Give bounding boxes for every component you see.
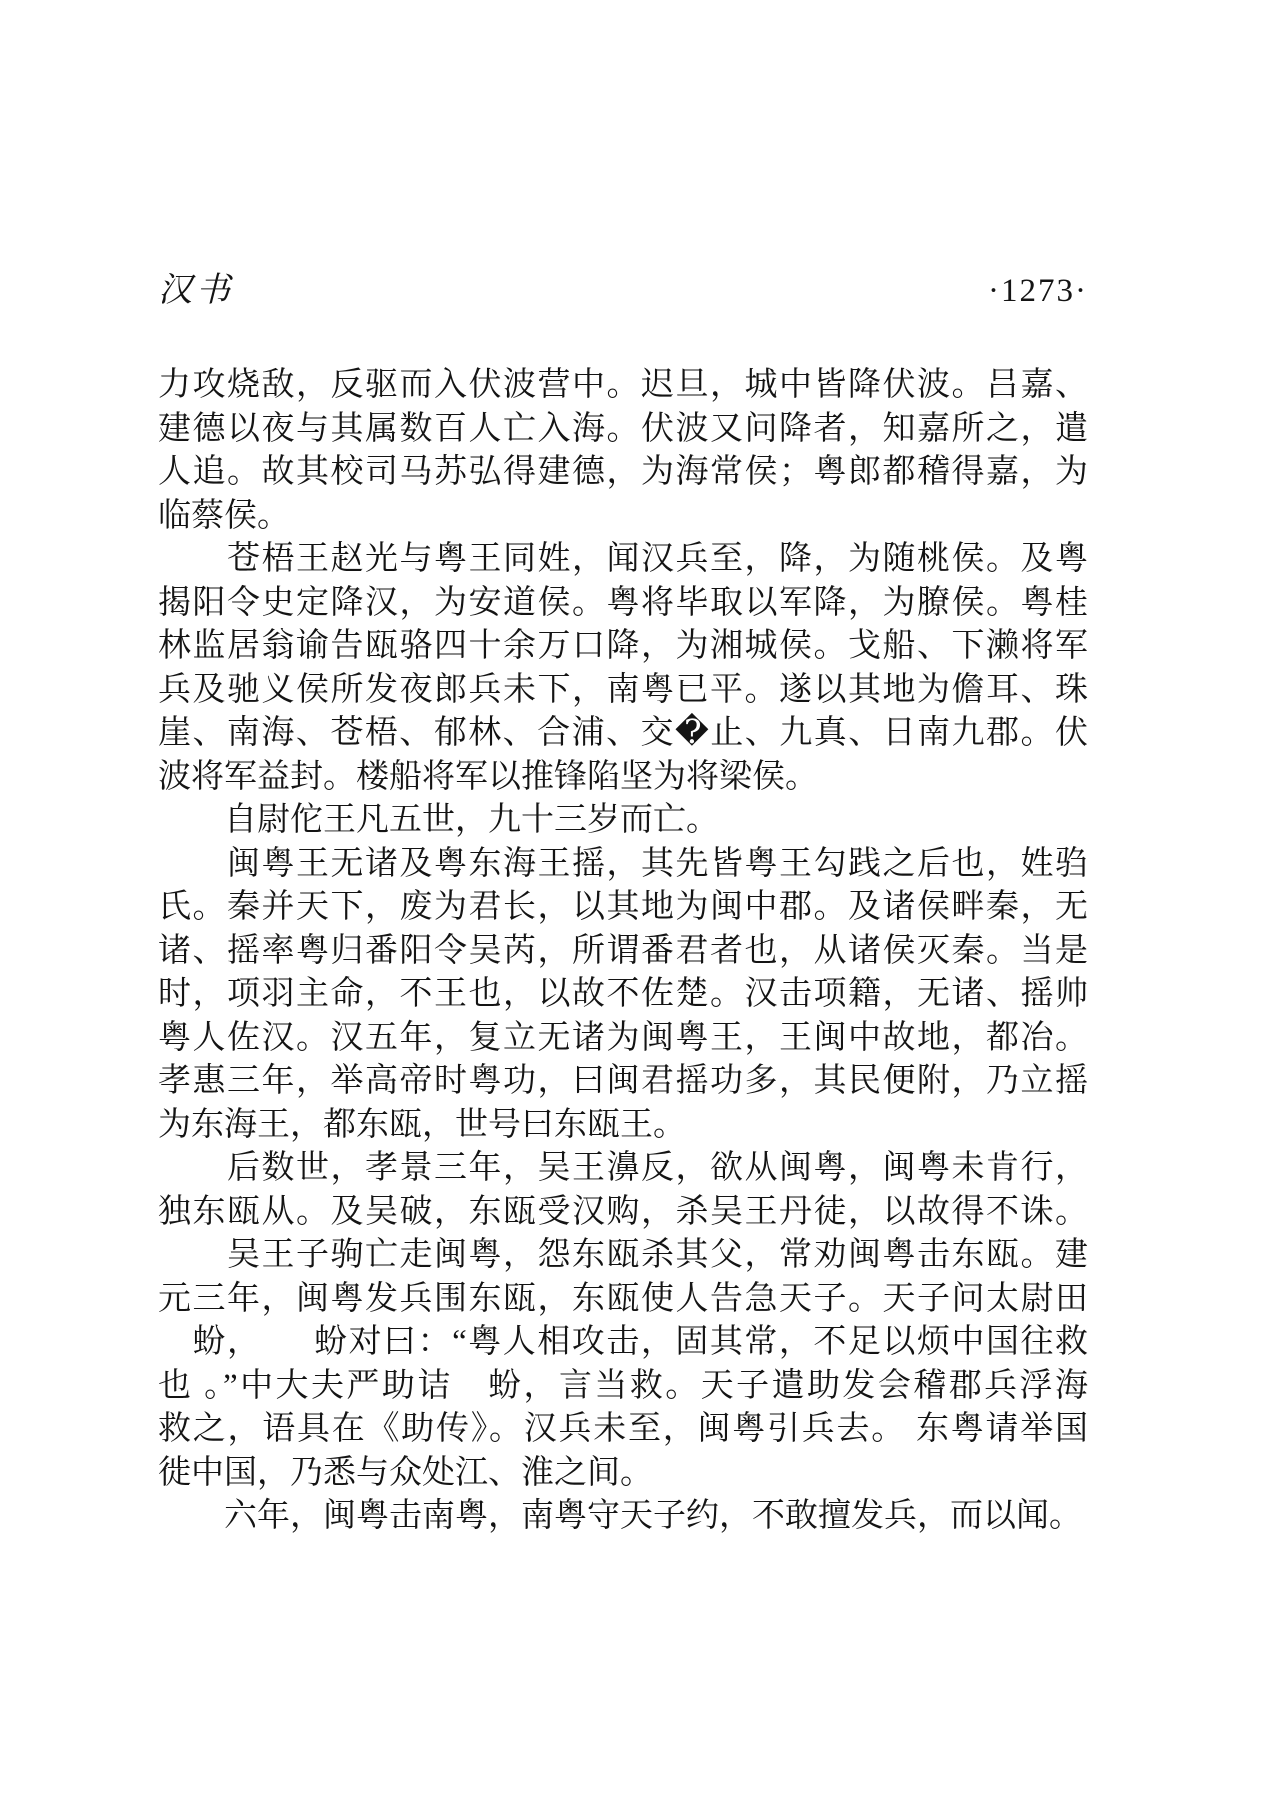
text-line-17: 孝惠三年，举高帝时粤功，曰闽君摇功多，其民便附，乃立摇 <box>158 1063 1088 1099</box>
text-line-10: 波将军益封。楼船将军以推锋陷坚为将梁侯。 <box>158 758 818 795</box>
text-line-9: 崖、南海、苍梧、郁林、合浦、交�止、九真、日南九郡。伏 <box>158 715 1088 751</box>
text-line-2: 建德以夜与其属数百人亡入海。伏波又问降者，知嘉所之，遣 <box>158 410 1088 447</box>
text-line-23: 蚡， 蚡对曰：“粤人相攻击，固其常，不足以烦中国往救 <box>158 1324 1088 1360</box>
text-line-1: 力攻烧敌，反驱而入伏波营中。迟旦，城中皆降伏波。吕嘉、 <box>158 367 1088 403</box>
text-line-8: 兵及驰义侯所发夜郎兵未下，南粤已平。遂以其地为儋耳、珠 <box>158 671 1088 708</box>
running-header <box>158 262 1088 309</box>
text-line-5: 苍梧王赵光与粤王同姓，闻汉兵至，降，为随桃侯。及粤 <box>158 541 1088 577</box>
text-line-27: 六年，闽粤击南粤，南粤守天子约，不敢擅发兵，而以闻。 <box>158 1498 1082 1534</box>
text-line-19: 后数世，孝景三年，吴王濞反，欲从闽粤，闽粤未肯行， <box>158 1150 1088 1186</box>
text-line-21: 吴王子驹亡走闽粤，怨东瓯杀其父，常劝闽粤击东瓯。建 <box>158 1237 1088 1273</box>
page-content <box>158 262 1088 1539</box>
text-line-20: 独东瓯从。及吴破，东瓯受汉购，杀吴王丹徒，以故得不诛。 <box>158 1193 1088 1230</box>
text-line-18: 为东海王，都东瓯，世号曰东瓯王。 <box>158 1106 686 1143</box>
text-line-12: 闽粤王无诸及粤东海王摇，其先皆粤王勾践之后也，姓驺 <box>158 845 1088 882</box>
text-line-24: 也 。”中大夫严助诘 蚡，言当救。天子遣助发会稽郡兵浮海 <box>158 1367 1088 1404</box>
text-line-4: 临蔡侯。 <box>158 497 290 534</box>
text-line-14: 诸、摇率粤归番阳令吴芮，所谓番君者也，从诸侯灭秦。当是 <box>158 932 1088 969</box>
text-line-13: 氏。秦并天下，废为君长，以其地为闽中郡。及诸侯畔秦，无 <box>158 889 1088 925</box>
text-body <box>158 364 1088 1539</box>
text-line-15: 时，项羽主命，不王也，以故不佐楚。汉击项籍，无诸、摇帅 <box>158 976 1088 1012</box>
text-line-11: 自尉佗王凡五世，九十三岁而亡。 <box>158 802 719 838</box>
text-line-22: 元三年，闽粤发兵围东瓯，东瓯使人告急天子。天子问太尉田 <box>158 1280 1088 1317</box>
text-line-6: 揭阳令史定降汉，为安道侯。粤将毕取以军降，为膫侯。粤桂 <box>158 584 1088 621</box>
page-number: ·1273· <box>988 273 1088 309</box>
text-line-26: 徙中国，乃悉与众处江、淮之间。 <box>158 1454 653 1491</box>
book-title: 汉书 <box>158 272 234 309</box>
text-line-16: 粤人佐汉。汉五年，复立无诸为闽粤王，王闽中故地，都冶。 <box>158 1019 1088 1056</box>
text-line-3: 人追。故其校司马苏弘得建德，为海常侯；粤郎都稽得嘉，为 <box>158 454 1088 490</box>
text-line-7: 林监居翁谕告瓯骆四十余万口降，为湘城侯。戈船、下濑将军 <box>158 628 1088 664</box>
text-line-25: 救之，语具在《助传》。汉兵未至，闽粤引兵去。 东粤请举国 <box>158 1411 1088 1447</box>
